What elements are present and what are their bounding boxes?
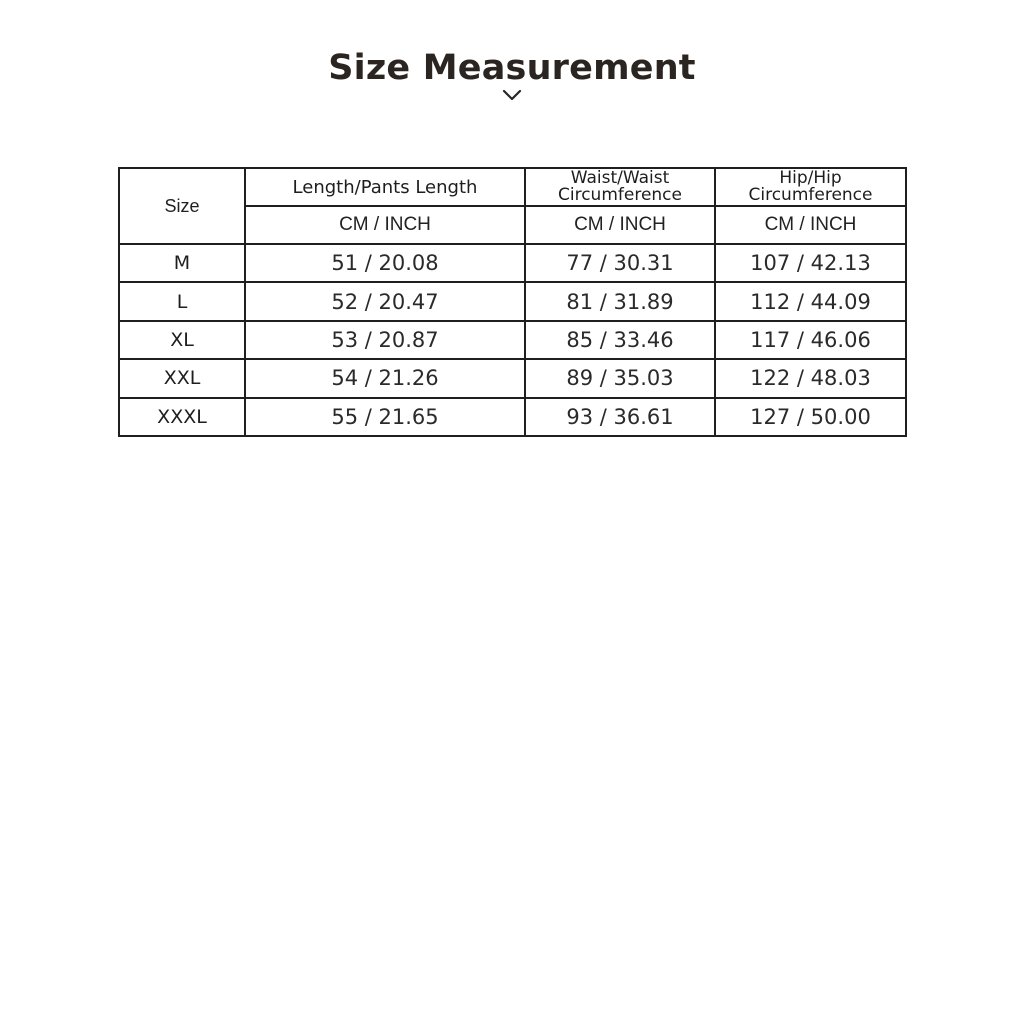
waist-cell: 89 / 35.03 <box>525 359 715 397</box>
length-cell: 54 / 21.26 <box>245 359 525 397</box>
length-cell: 53 / 20.87 <box>245 321 525 359</box>
size-column-header: Size <box>119 168 245 244</box>
waist-header-line-2: Circumference <box>558 185 682 205</box>
hip-header-line-1: Hip/Hip <box>779 168 842 188</box>
waist-cell: 77 / 30.31 <box>525 244 715 282</box>
waist-cell: 85 / 33.46 <box>525 321 715 359</box>
size-cell: M <box>119 244 245 282</box>
hip-unit-label: CM / INCH <box>715 206 906 244</box>
waist-cell: 81 / 31.89 <box>525 282 715 320</box>
length-cell: 51 / 20.08 <box>245 244 525 282</box>
page-title: Size Measurement <box>328 48 696 88</box>
table-header-row <box>119 168 906 206</box>
waist-unit-label: CM / INCH <box>525 206 715 244</box>
hip-column-header <box>715 168 906 206</box>
table-row <box>119 244 906 282</box>
waist-header-line-1: Waist/Waist <box>570 168 670 188</box>
hip-cell: 122 / 48.03 <box>715 359 906 397</box>
length-unit-label: CM / INCH <box>245 206 525 244</box>
table-row <box>119 398 906 436</box>
hip-cell: 107 / 42.13 <box>715 244 906 282</box>
hip-header-line-2: Circumference <box>748 185 873 205</box>
length-cell: 55 / 21.65 <box>245 398 525 436</box>
table-row <box>119 321 906 359</box>
size-cell: L <box>119 282 245 320</box>
size-table <box>118 167 907 437</box>
table-row <box>119 282 906 320</box>
waist-column-header <box>525 168 715 206</box>
chevron-down-icon <box>502 88 522 102</box>
length-cell: 52 / 20.47 <box>245 282 525 320</box>
size-cell: XL <box>119 321 245 359</box>
hip-cell: 117 / 46.06 <box>715 321 906 359</box>
size-cell: XXL <box>119 359 245 397</box>
length-column-header: Length/Pants Length <box>245 168 525 206</box>
waist-cell: 93 / 36.61 <box>525 398 715 436</box>
table-row <box>119 359 906 397</box>
size-cell: XXXL <box>119 398 245 436</box>
hip-cell: 112 / 44.09 <box>715 282 906 320</box>
hip-cell: 127 / 50.00 <box>715 398 906 436</box>
